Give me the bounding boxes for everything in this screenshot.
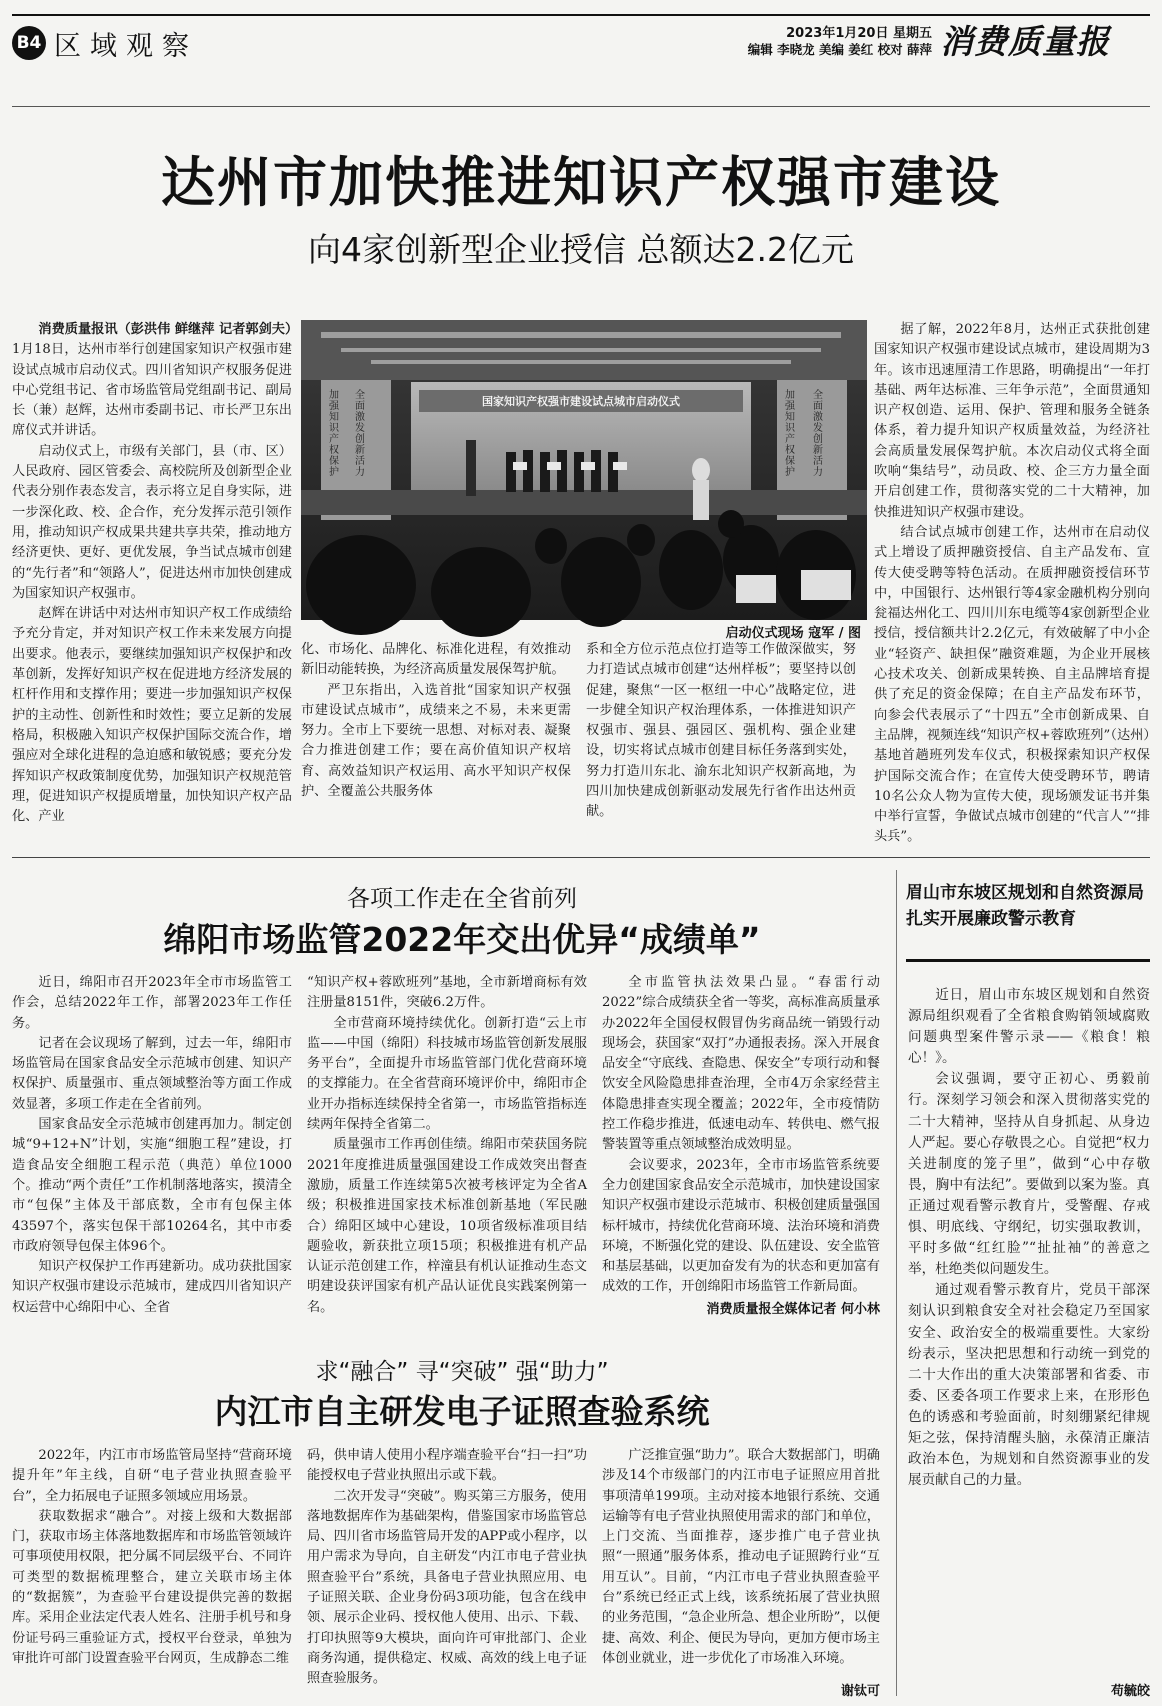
story1-paragraph: 启动仪式上，市级有关部门，县（市、区）人民政府、园区管委会、高校院所及创新型企业代表分别作表态发言，表示将立足自身实际，进一步深化政、校、企合作，充分发挥示范引领作用，推动知识产权成果共建共享共荣，推动地方经济更快、更好、更优发展，争当试点城市创建的“先行者”和“领路人”，促进达州市加快创建成为国家知识产权强市。 bbox=[12, 443, 292, 601]
story3-paragraph: 广泛推宣强“助力”。联合大数据部门，明确涉及14个市级部门的内江市电子证照应用首批事项清单199项。主动对接本地银行系统、交通运输等有电子营业执照使用需求的部门和单位，上门交流、当面推荐，逐步推广电子营业执照“一照通”服务体系，推动电子证照跨行业“互用互认”。目前，“内江市电子营业执照查验平台”系统已经正式上线，该系统拓展了营业执照的业务范围，“急企业所急、想企业所盼”，以便捷、高效、利企、便民为导向，更加方便市场主体创业就业，进一步优化了市场准入环境。 bbox=[602, 1448, 880, 1666]
story2-signature: 消费质量报全媒体记者 何小林 bbox=[706, 1302, 880, 1317]
story2-headline: 绵阳市场监管2022年交出优异“成绩单” bbox=[163, 920, 761, 959]
story1-photo bbox=[301, 320, 867, 620]
story2-column-3 bbox=[602, 973, 880, 1298]
event-photo-illustration bbox=[301, 320, 867, 620]
story2-column-2 bbox=[307, 973, 587, 1318]
story1-column-2 bbox=[301, 640, 571, 805]
story1-headline: 达州市加快推进知识产权强市建设 bbox=[161, 151, 1001, 214]
story2-paragraph: “知识产权+蓉欧班列”基地，全市新增商标有效注册量8151件，突破6.2万件。 bbox=[307, 975, 587, 1011]
sidebar-paragraph: 近日，眉山市东坡区规划和自然资源局组织观看了全省粮食购销领域腐败问题典型案件警示录——《粮食！粮心！》。 bbox=[908, 987, 1150, 1067]
page-header bbox=[0, 0, 1162, 70]
sidebar-paragraph: 通过观看警示教育片，党员干部深刻认识到粮食安全对社会稳定乃至国家安全、政治安全的极端重要性。大家纷纷表示，坚决把思想和行动统一到党的二十大作出的重大决策部署和省委、市委、区委各项工作要求上来，在形形色色的诱惑和考验面前，时刻绷紧纪律规矩之弦，保持清醒头脑，永葆清正廉洁政治本色，为规划和自然资源事业的发展贡献自己的力量。 bbox=[908, 1282, 1150, 1489]
story1-byline: 消费质量报讯（彭洪伟 鲜继萍 记者郭剑夫） bbox=[38, 322, 299, 337]
story2-paragraph: 记者在会议现场了解到，过去一年，绵阳市场监管局在国家食品安全示范城市创建、知识产权保护、质量强市、重点领域整治等方面工作成效显著，多项工作走在全省前列。 bbox=[12, 1035, 292, 1112]
sidebar-headline-box bbox=[906, 880, 1150, 962]
story1-column-1 bbox=[12, 320, 299, 825]
story3-paragraph: 二次开发寻“突破”。购买第三方服务，使用落地数据库作为基础架构，借鉴国家市场监管总局、四川省市场监管局开发的APP或小程序，以用户需求为导向，自主研发“内江市电子营业执照查验平台”系统，具备电子营业执照应用、电子证照关联、企业身份码3项功能，包含在线申领、展示企业码、授权他人使用、出示、下载、打印执照等9大模块，面向许可审批部门、企业商务沟通，提供稳定、权威、高效的线上电子证照查验服务。 bbox=[307, 1488, 587, 1687]
photo-banner-right: 加强知识产权保护 bbox=[785, 390, 795, 478]
photo-banner-right-2: 全面激发创新活力 bbox=[813, 390, 823, 478]
story2-paragraph: 国家食品安全示范城市创建再加力。制定创城“9+12+N”计划，实施“细胞工程”建设，打造食品安全细胞工程示范（典范）单位1000个。推动“两个责任”工作机制落地落实，摸清全市“包保”主体及干部底数，全市有包保主体43597个，落实包保干部10264名，其中市委市政府领导包保主体96个。 bbox=[12, 1117, 292, 1254]
sidebar-divider bbox=[896, 870, 897, 1696]
section-title: 区域观察 bbox=[54, 31, 198, 62]
story2-paragraph: 知识产权保护工作再建新功。成功获批国家知识产权强市建设示范城市，建成四川省知识产权运营中心绵阳中心、全省 bbox=[12, 1259, 292, 1315]
editor-credits: 编辑 李晓龙 美编 姜红 校对 薛萍 bbox=[747, 42, 932, 57]
header-rule bbox=[12, 14, 1150, 16]
story1-paragraph: 结合试点城市创建工作，达州市在启动仪式上增设了质押融资授信、自主产品发布、宣传大使受聘等特色活动。在质押融资授信环节中，中国银行、达州银行等4家金融机构分别向瓮福达州化工、四川川东电缆等4家创新型企业授信，授信额共计2.2亿元，有效破解了中小企业“轻资产、缺担保”融资难题，为企业开展核心技术攻关、创新成果转换、自主品牌培育提供了充足的资金保障；在自主产品发布环节，向参会代表展示了“十四五”全市创新成果、自主品牌，视频连线“知识产权+蓉欧班列”（达州）基地首趟班列发车仪式，积极探索知识产权保护国际交流合作；在宣传大使受聘环节，聘请10名公众人物为宣传大使，现场颁发证书并集中举行宣誓，争做试点城市创建的“代言人”“排头兵”。 bbox=[874, 524, 1150, 845]
story3-column-3 bbox=[602, 1446, 880, 1678]
story3-paragraph: 获取数据求“融合”。对接上级和大数据部门，获取市场主体落地数据库和市场监管领域许可事项使用权限，把分属不同层级平台、不同许可类型的数据梳理整合，建立关联市场主体的“数据簇”，为查验平台建设提供完善的数据库。采用企业法定代表人姓名、注册手机号和身份证号码三重验证方式，授权平台登录，单独为审批许可部门设置查验平台网页，生成静态二维 bbox=[12, 1508, 292, 1666]
story1-column-4 bbox=[874, 320, 1150, 845]
story1-column-3 bbox=[586, 640, 856, 820]
sidebar-headline-2: 扎实开展廉政警示教育 bbox=[906, 909, 1076, 929]
story2-column-1 bbox=[12, 973, 292, 1318]
story2-kicker: 各项工作走在全省前列 bbox=[347, 886, 577, 912]
story3-kicker: 求“融合” 寻“突破” 强“助力” bbox=[315, 1359, 609, 1385]
story3-headline: 内江市自主研发电子证照查验系统 bbox=[214, 1392, 710, 1431]
photo-caption: 启动仪式现场 寇军 / 图 bbox=[725, 626, 861, 641]
masthead-logo: 消费质量报 bbox=[940, 22, 1110, 61]
story1-paragraph: 系和全方位示范点位打造等工作做深做实，努力打造试点城市创建“达州样板”；要坚持以创促建，聚焦“一区一枢纽一中心”战略定位，进一步健全知识产权治理体系，一体推进知识产权强市、强县、强园区、强机构、强企业建设，切实将试点城市创建目标任务落到实处，努力打造川东北、渝东北知识产权新高地，为四川加快建成创新驱动发展先行省作出达州贡献。 bbox=[586, 642, 856, 820]
story3-signature: 谢钛可 bbox=[840, 1684, 880, 1699]
story2-paragraph: 全市营商环境持续优化。创新打造“云上市监——中国（绵阳）科技城市场监管创新发展服务平台”，全面提升市场监管部门优化营商环境的支撑能力。在全省营商环境评价中，绵阳市企业开办指标连续保持全省第一，市场监管指标连续两年保持全省第二。 bbox=[307, 1015, 587, 1133]
story3-paragraph: 2022年，内江市市场监管局坚持“营商环境提升年”年主线，自研“电子营业执照查验平台”，全力拓展电子证照多领域应用场景。 bbox=[12, 1448, 292, 1504]
sidebar-headline-1: 眉山市东坡区规划和自然资源局 bbox=[906, 883, 1144, 903]
story2-paragraph: 全市监管执法效果凸显。“春雷行动2022”综合成绩获全省一等奖，高标准高质量承办2022年全国侵权假冒伪劣商品统一销毁行动现场会，获国家“双打”办通报表扬。深入开展食品安全“守底线、查隐患、保安全”专项行动和餐饮安全风险隐患排查治理，全市4万余家经营主体隐患排查实现全覆盖；2022年，全市疫情防控工作稳步推进，低速电动车、转供电、燃气报警装置等重点领域整治成效明显。 bbox=[602, 975, 880, 1153]
photo-banner-left: 加强知识产权保护 bbox=[329, 390, 339, 478]
story1-paragraph: 化、市场化、品牌化、标准化进程，有效推动新旧动能转换，为经济高质量发展保驾护航。 bbox=[301, 642, 571, 678]
header-rule-bottom bbox=[12, 106, 1150, 107]
sidebar-body bbox=[908, 985, 1150, 1675]
photo-screen-title: 国家知识产权强市建设试点城市启动仪式 bbox=[482, 395, 680, 408]
story1-paragraph: 消费质量报讯（彭洪伟 鲜继萍 记者郭剑夫）1月18日，达州市举行创建国家知识产权强市建设试点城市启动仪式。四川省知识产权服务促进中心党组书记、省市场监管局党组副书记、副局长（兼）赵辉，达州市委副书记、市长严卫东出席仪式并讲话。 bbox=[12, 322, 299, 439]
page-badge: B4 bbox=[12, 26, 46, 60]
issue-date: 2023年1月20日 星期五 bbox=[786, 26, 932, 41]
story2-paragraph: 近日，绵阳市召开2023年全市市场监管工作会，总结2022年工作，部署2023年工作任务。 bbox=[12, 975, 292, 1031]
photo-banner-left-2: 全面激发创新活力 bbox=[355, 390, 365, 478]
story1-paragraph: 据了解，2022年8月，达州正式获批创建国家知识产权强市建设试点城市，建设周期为3年。该市迅速厘清工作思路，明确提出“一年打基础、两年达标准、三年争示范”，全面贯通知识产权创造、运用、保护、管理和服务全链条体系，着力提升知识产权质量效益，为经济社会高质量发展保驾护航。本次启动仪式将全面吹响“集结号”，动员政、校、企三方力量全面开启创建工作，贯彻落实党的二十大精神，加快推进知识产权强市建设。 bbox=[874, 322, 1150, 520]
story1-paragraph: 赵辉在讲话中对达州市知识产权工作成绩给予充分肯定，并对知识产权工作未来发展方向提出要求。他表示，要继续加强知识产权保护和改革创新，发挥好知识产权在促进地方经济发展的杠杆作用和支撑作用；要进一步加强知识产权保护的主动性、创新性和时效性；要立足新的发展格局，积极融入知识产权保护国际交流合作，增强应对全球化进程的急迫感和敏锐感；要充分发挥知识产权政策制度优势，加强知识产权规范管理，促进知识产权提质增量，加快知识产权产品化、产业 bbox=[12, 606, 292, 825]
sidebar-signature: 苟毓皎 bbox=[1110, 1684, 1150, 1699]
story2-paragraph: 质量强市工作再创佳绩。绵阳市荣获国务院2021年度推进质量强国建设工作成效突出督查激励，质量工作连续第5次被考核评定为全省A级；积极推进国家技术标准创新基地（军民融合）绵阳区域中心建设，10项省级标准项目结题验收，新获批立项15项；积极推进有机产品认证示范创建工作，梓潼县有机认证推动生态文明建设获评国家有机产品认证优良实践案例第一名。 bbox=[307, 1137, 587, 1315]
story3-paragraph: 码，供申请人使用小程序端查验平台“扫一扫”功能授权电子营业执照出示或下载。 bbox=[307, 1448, 587, 1484]
story3-column-2 bbox=[307, 1446, 587, 1696]
section-divider bbox=[12, 857, 1150, 858]
sidebar-paragraph: 会议强调，要守正初心、勇毅前行。深刻学习领会和深入贯彻落实党的二十大精神，坚持从自身抓起、从身边人严起。要心存敬畏之心。自觉把“权力关进制度的笼子里”，做到“心中存敬畏，胸中有法纪”。要做到以案为鉴。真正通过观看警示教育片，受警醒、存戒惧、明底线、守纲纪，切实强取教训，平时多做“红红脸”“扯扯袖”的善意之举，杜绝类似问题发生。 bbox=[908, 1071, 1150, 1278]
story2-paragraph: 会议要求，2023年，全市市场监管系统要全力创建国家食品安全示范城市，加快建设国家知识产权强市建设示范城市、积极创建质量强国标杆城市，持续优化营商环境、法治环境和消费环境，不断强化党的建设、队伍建设、安全监管和基层基础，以更加奋发有为的状态和更加富有成效的工作，开创绵阳市场监管工作新局面。 bbox=[602, 1157, 880, 1295]
story3-column-1 bbox=[12, 1446, 292, 1696]
story1-subhead: 向4家创新型企业授信 总额达2.2亿元 bbox=[308, 230, 854, 269]
story1-paragraph: 严卫东指出，入选首批“国家知识产权强市建设试点城市”，成绩来之不易，未来更需努力。全市上下要统一思想、对标对表、凝聚合力推进创建工作；要在高价值知识产权培育、高效益知识产权运用、高水平知识产权保护、全覆盖公共服务体 bbox=[301, 682, 571, 800]
